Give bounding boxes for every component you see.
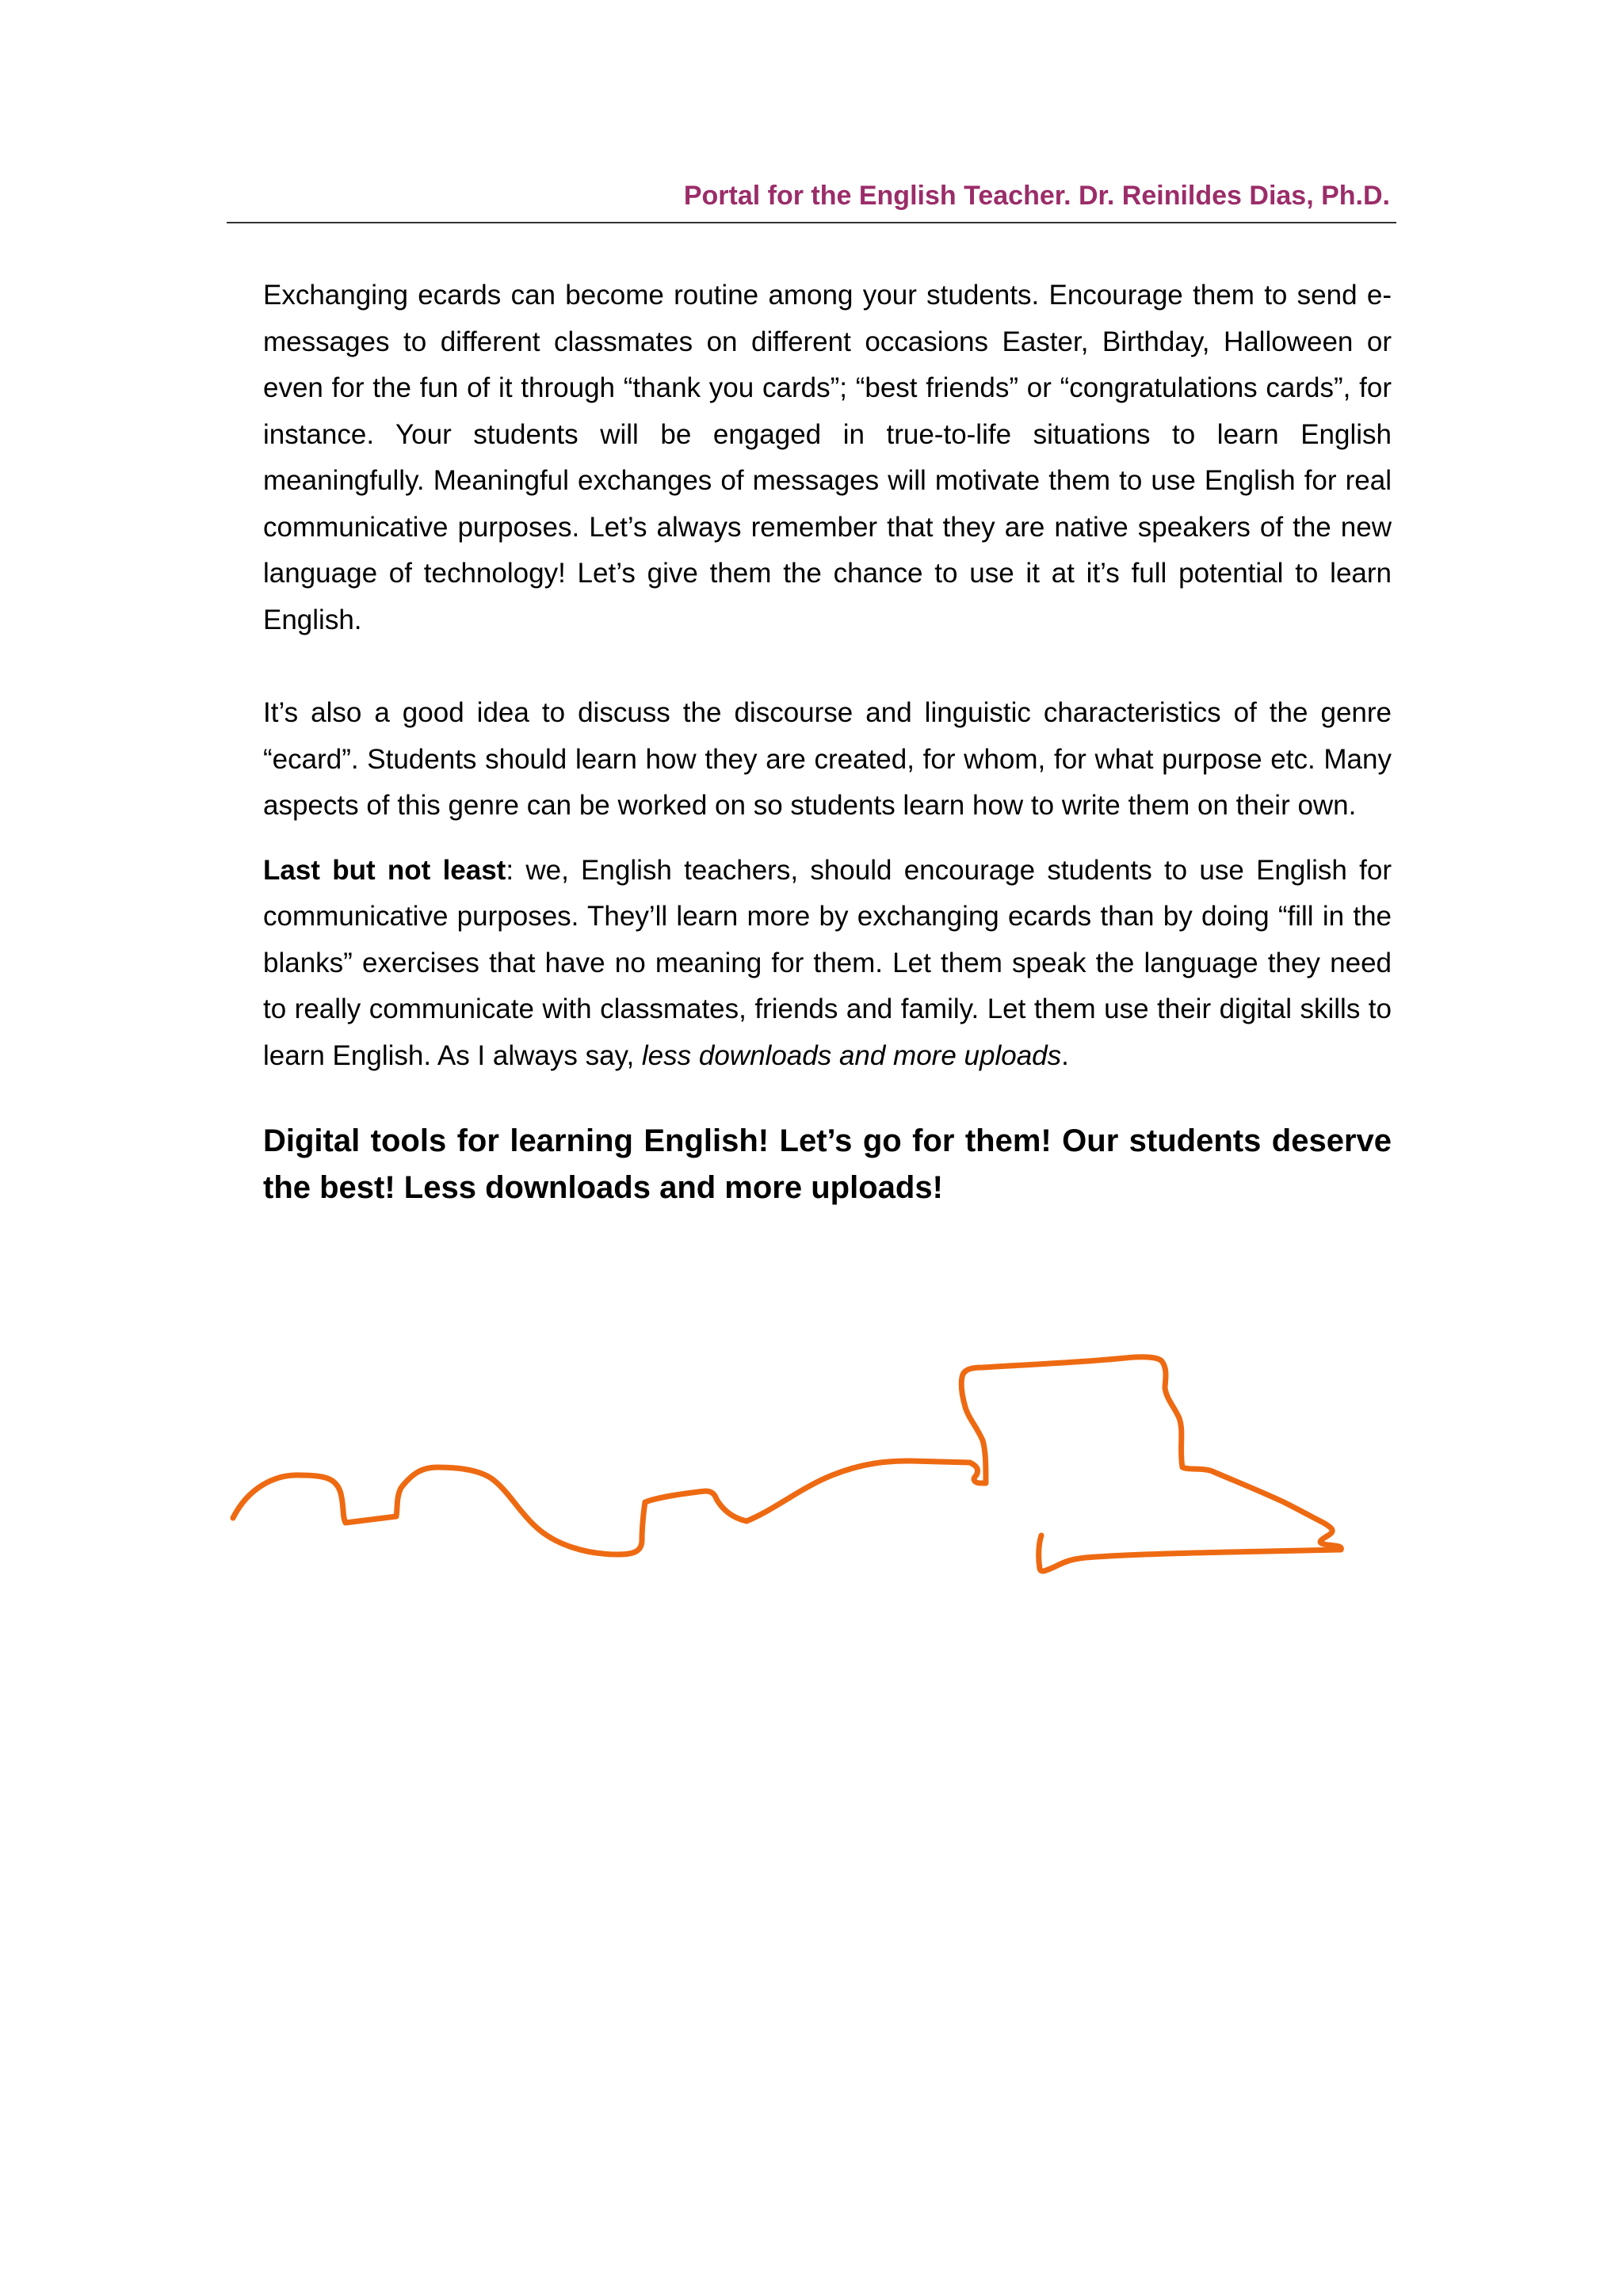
paragraph-end-text: . (1061, 1039, 1069, 1071)
italic-motto-text: less downloads and more uploads (641, 1039, 1062, 1071)
header-title: Portal for the English Teacher. Dr. Reinildes Dias, Ph.D. (683, 181, 1390, 211)
paragraph-ecards-routine: Exchanging ecards can become routine among your students. Encourage them to send e-messages to different classmates on different occasions Easter, Birthday, Halloween or even for the fun of it through “thank you cards”; “best friends” or “congratulations cards”, for instance. Your students will be engaged in true-to-life situations to learn English meaningfully. Meaningful exchanges of messages will motivate them to use English for real communicative purposes. Let’s always remember that they are native speakers of the new language of technology! Let’s give them the chance to use it at it’s full potential to learn English. (263, 280, 1392, 635)
lead-bold-text: Last but not least (263, 854, 506, 886)
doodle-stroke (233, 1357, 1341, 1571)
paragraph-body-text: : we, English teachers, should encourage students to use English for communicative purposes. They’ll learn more by exchanging ecards than by doing “fill in the blanks” exercises that have no meaning for them. Let them speak the language they need to really communicate with classmates, friends and family. Let them use their digital skills to learn English. As I always say, (263, 854, 1392, 1071)
closing-statement: Digital tools for learning English! Let’s go for them! Our students deserve the best! Less downloads and more uploads! (263, 1123, 1392, 1205)
paragraph-genre-ecard: It’s also a good idea to discuss the discourse and linguistic characteristics of the genre “ecard”. Students should learn how they are created, for whom, for what purpose etc. Many aspects of this genre can be worked on so students learn how to write them on their own. (263, 697, 1392, 821)
